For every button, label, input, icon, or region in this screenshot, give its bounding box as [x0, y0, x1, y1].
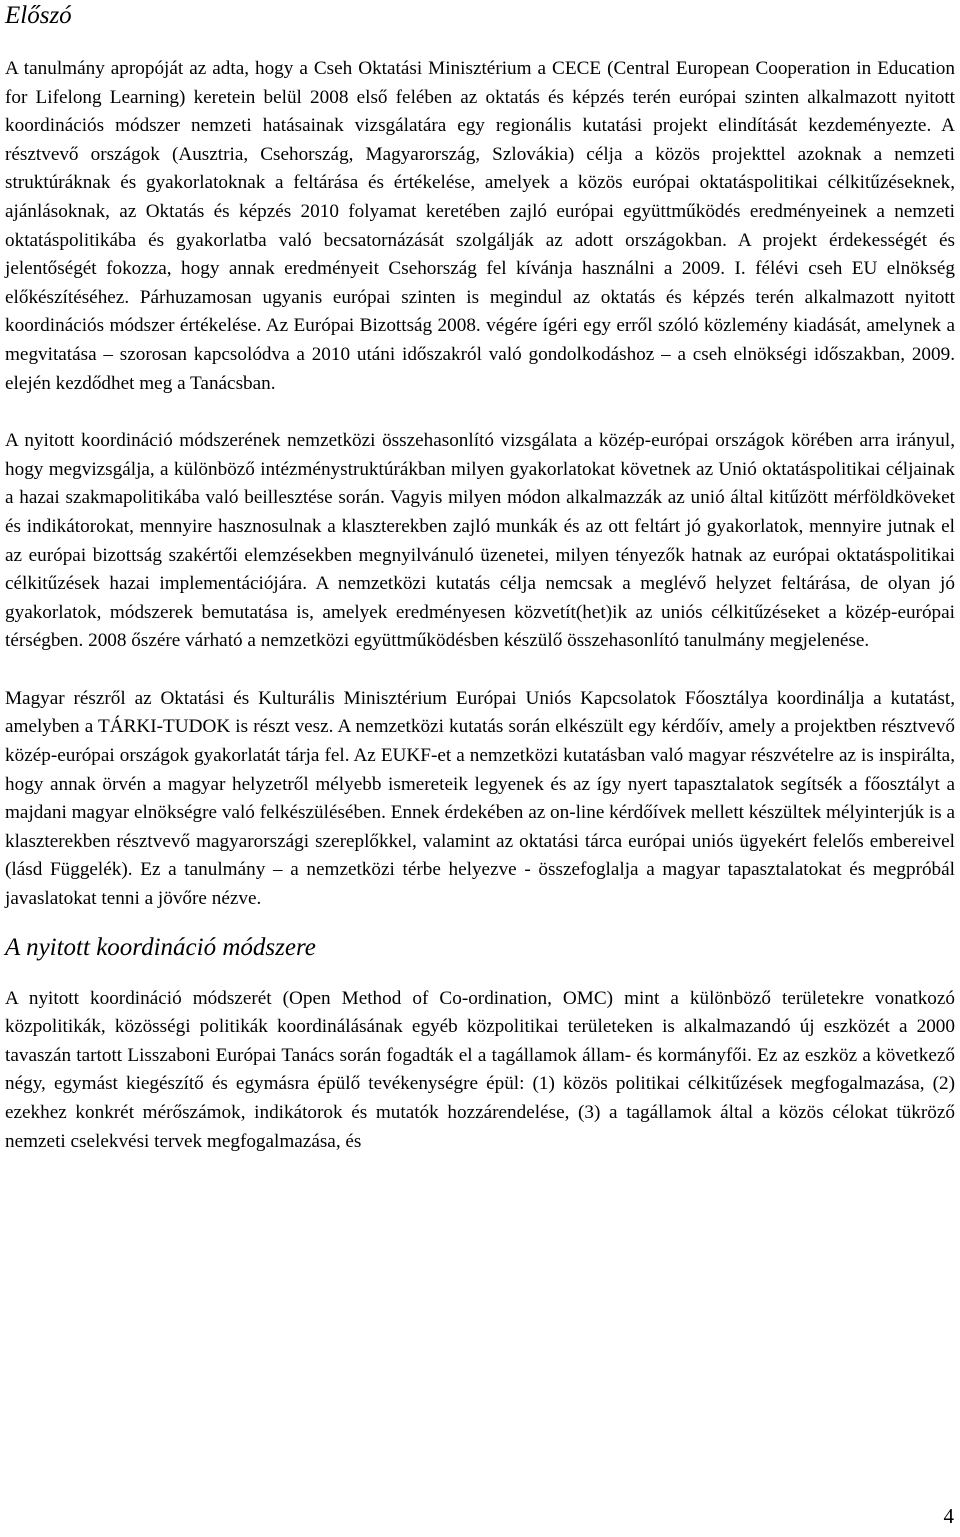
page-number: 4: [943, 1504, 954, 1528]
section-title-foreword: Előszó: [5, 2, 72, 29]
paragraph: A nyitott koordináció módszerének nemzetközi összehasonlító vizsgálata a közép-európai országok körében arra irányul, hogy megvizsgálja, a különböző intézménystruktúrákban milyen gyakorlatokat követnek az Unió oktatáspolitikai céljainak a hazai szakmapolitikába való beillesztése során. Vagyis milyen módon alkalmazzák az unió által kitűzött mérföldköveket és indikátorokat, mennyire hasznosulnak a klaszterekben zajló munkák és az ott feltárt jó gyakorlatok, mennyire jutnak el az európai bizottság szakértői elemzésekben megnyilvánuló üzenetei, milyen tényezők hatnak az európai oktatáspolitikai célkitűzések hazai implementációjára. A nemzetközi kutatás célja nemcsak a meglévő helyzet feltárása, de olyan jó gyakorlatok, módszerek bemutatása is, amelyek eredményesen közvetít(het)ik az uniós célkitűzéseket a közép-európai térségben. 2008 őszére várható a nemzetközi együttműködésben készülő összehasonlító tanulmány megjelenése.: [5, 430, 955, 652]
paragraph: A nyitott koordináció módszerét (Open Method of Co-ordination, OMC) mint a különböző területekre vonatkozó közpolitikák, közösségi politikák koordinálásának egyéb közpolitikai területeken is alkalmazandó új eszközét a 2000 tavaszán tartott Lisszaboni Európai Tanács során fogadták el a tagállamok állam- és kormányfői. Ez az eszköz a következő négy, egymást kiegészítő és egymásra épülő tevékenységre épül: (1) közös politikai célkitűzések megfogalmazása, (2) ezekhez konkrét mérőszámok, indikátorok és mutatók hozzárendelése, (3) a tagállamok által a közös célokat tükröző nemzeti cselekvési tervek megfogalmazása, és: [5, 987, 955, 1152]
paragraph: A tanulmány apropóját az adta, hogy a Cseh Oktatási Minisztérium a CECE (Central European Cooperation in Education for Lifelong Learning) keretein belül 2008 első felében az oktatás és képzés terén európai szinten alkalmazott nyitott koordinációs módszer nemzeti hatásainak vizsgálatára egy regionális kutatási projekt elindítását kezdeményezte. A résztvevő országok (Ausztria, Csehország, Magyarország, Szlovákia) célja a közös projekttel azoknak a nemzeti struktúráknak és gyakorlatoknak a feltárása és értékelése, amelyek a közös európai oktatáspolitikai célkitűzéseknek, ajánlásoknak, az Oktatás és képzés 2010 folyamat keretében zajló európai együttműködés eredményeinek a nemzeti oktatáspolitikába és gyakorlatba való becsatornázását szolgálják az adott országokban. A projekt érdekességét és jelentőségét fokozza, hogy annak eredményeit Csehország fel kívánja használni a 2009. I. félévi cseh EU elnökség előkészítéséhez. Párhuzamosan ugyanis európai szinten is megindul az oktatás és képzés terén alkalmazott nyitott koordinációs módszer értékelése. Az Európai Bizottság 2008. végére ígéri egy erről szóló közlemény kiadását, amelynek a megvitatása – szorosan kapcsolódva a 2010 utáni időszakról való gondolkodáshoz – a cseh elnökségi időszakban, 2009. elején kezdődhet meg a Tanácsban.: [5, 58, 955, 394]
document-page: [5, 0, 955, 1156]
paragraph: Magyar részről az Oktatási és Kulturális Minisztérium Európai Uniós Kapcsolatok Főosztálya koordinálja a kutatást, amelyben a TÁRKI-TUDOK is részt vesz. A nemzetközi kutatás során elkészült egy kérdőív, amely a projektben résztvevő közép-európai országok gyakorlatát tárja fel. Az EUKF-et a nemzetközi kutatásban való magyar részvételre az is inspirálta, hogy annak örvén a magyar helyzetről mélyebb ismereteik legyenek és az így nyert tapasztalatok segítsék a főosztályt a majdani magyar elnökségre való felkészülésében. Ennek érdekében az on-line kérdőívek mellett készültek mélyinterjúk is a klaszterekben résztvevő magyarországi szereplőkkel, valamint az oktatási tárca európai uniós ügyekért felelős embereivel (lásd Függelék). Ez a tanulmány – a nemzetközi térbe helyezve - összefoglalja a magyar tapasztalatokat és megpróbál javaslatokat tenni a jövőre nézve.: [5, 687, 955, 910]
section-title-omc: A nyitott koordináció módszere: [5, 933, 316, 961]
